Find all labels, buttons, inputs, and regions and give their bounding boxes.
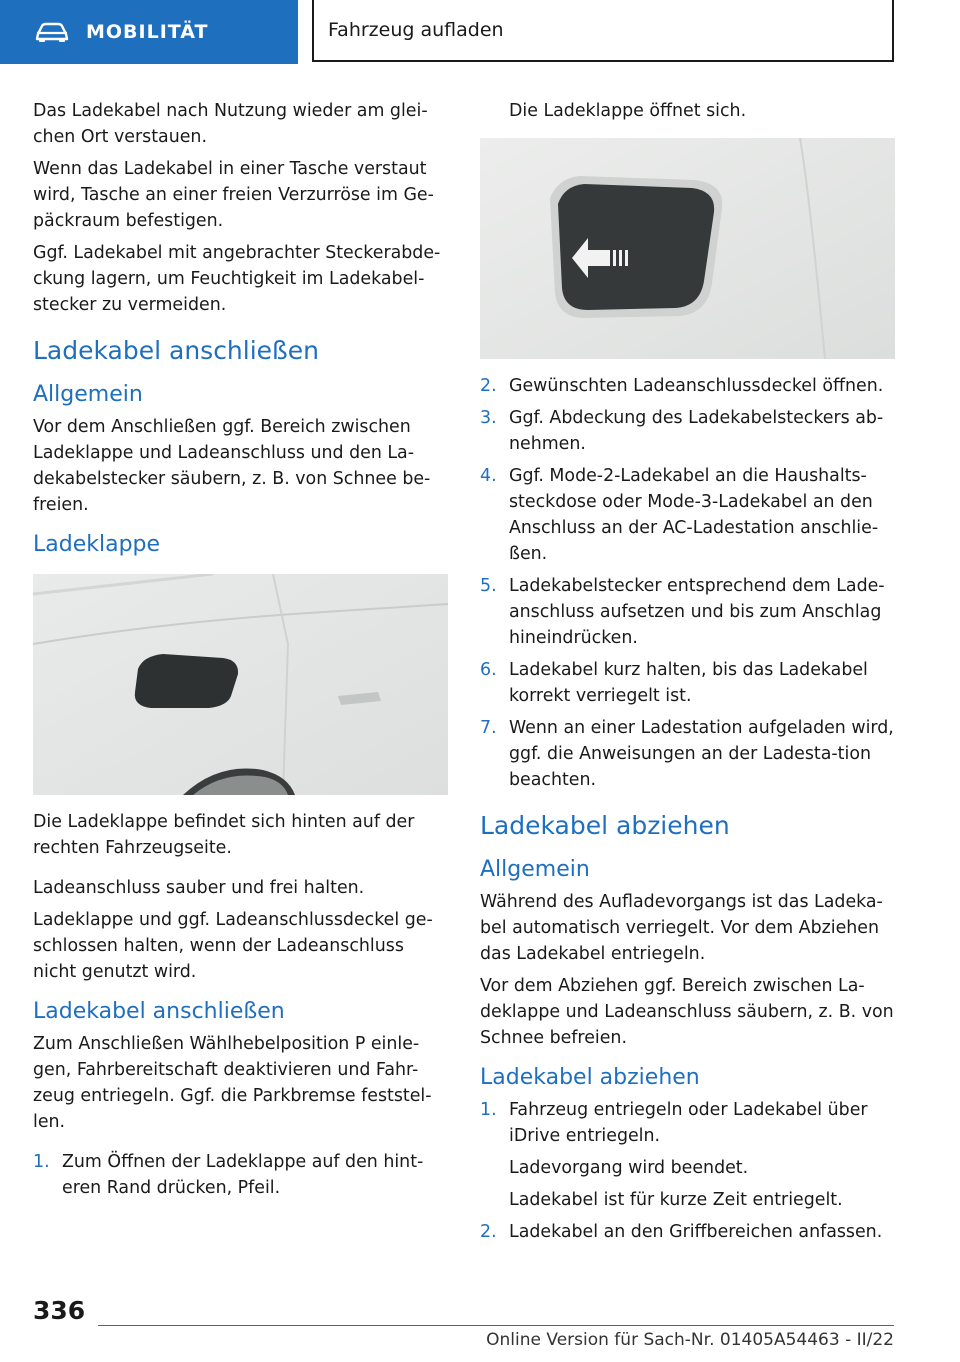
step-result: Ladevorgang wird beendet. <box>509 1158 749 1178</box>
step-list <box>480 1097 896 1245</box>
footer-divider <box>98 1325 894 1326</box>
step-text: Ggf. Abdeckung des Ladekabelsteckers ab-nehmen. <box>509 408 884 454</box>
paragraph: Die Ladeklappe öffnet sich. <box>509 101 747 121</box>
step-text: Ladekabel kurz halten, bis das Ladekabel korrekt verriegelt ist. <box>509 660 868 706</box>
flap-push-illustration <box>480 138 895 359</box>
step-text: Ladekabelstecker entsprechend dem Lade-anschluss aufsetzen und bis zum Anschlag hineindrücken. <box>509 576 885 648</box>
section-tab <box>0 0 298 64</box>
step-result: Ladekabel ist für kurze Zeit entriegelt. <box>509 1190 843 1210</box>
step-number: 3. <box>480 408 497 428</box>
step-number: 2. <box>480 376 497 396</box>
list-item <box>480 573 896 651</box>
subsection-heading: Allgemein <box>33 382 143 407</box>
section-label: MOBILITÄT <box>86 21 209 43</box>
paragraph: Zum Anschließen Wählhebelposition P einle-gen, Fahrbereitschaft deaktivieren und Fahr-zeug entriegeln. Ggf. die Parkbremse feststel-len. <box>33 1034 432 1132</box>
step-text: Ggf. Mode-2-Ladekabel an die Haushalts-steckdose oder Mode-3-Ladekabel an den Anschluss an der AC-Ladestation anschlie-ßen. <box>509 466 879 564</box>
step-text: Gewünschten Ladeanschlussdeckel öffnen. <box>509 376 884 396</box>
right-column <box>480 98 896 1251</box>
paragraph: Ggf. Ladekabel mit angebrachter Steckerabde-ckung lagern, um Feuchtigkeit im Ladekabel-stecker zu vermeiden. <box>33 243 441 315</box>
paragraph: Während des Aufladevorgangs ist das Ladeka-bel automatisch verriegelt. Vor dem Abziehen das Ladekabel entriegeln. <box>480 892 883 964</box>
list-item <box>480 405 896 457</box>
subsection-heading: Ladekabel abziehen <box>480 1065 700 1090</box>
step-list <box>33 1149 449 1201</box>
step-number: 4. <box>480 466 497 486</box>
step-text: Wenn an einer Ladestation aufgeladen wird, ggf. die Anweisungen an der Ladesta-tion beachten. <box>509 718 894 790</box>
paragraph: Ladeklappe und ggf. Ladeanschlussdeckel ge-schlossen halten, wenn der Ladeanschluss nicht genutzt wird. <box>33 910 433 982</box>
flap-open-figure <box>480 138 895 359</box>
step-number: 5. <box>480 576 497 596</box>
list-item <box>480 657 896 709</box>
step-number: 7. <box>480 718 497 738</box>
step-number: 1. <box>33 1152 50 1172</box>
figure-caption: Die Ladeklappe befindet sich hinten auf der rechten Fahrzeugseite. <box>33 812 415 858</box>
list-item <box>480 463 896 567</box>
list-item <box>480 715 896 793</box>
left-column <box>33 98 449 1207</box>
chapter-title: Fahrzeug aufladen <box>328 19 504 41</box>
subsection-heading: Ladekabel anschließen <box>33 999 285 1024</box>
footer-online-version: Online Version für Sach-Nr. 01405A54463 - II/22 <box>486 1330 894 1350</box>
step-text: Fahrzeug entriegeln oder Ladekabel über iDrive entriegeln. <box>509 1100 868 1146</box>
paragraph: Ladeanschluss sauber und frei halten. <box>33 878 365 898</box>
list-item <box>480 1219 896 1245</box>
paragraph: Wenn das Ladekabel in einer Tasche verstaut wird, Tasche an einer freien Verzurröse im Ge-päckraum befestigen. <box>33 159 434 231</box>
paragraph: Vor dem Anschließen ggf. Bereich zwischen Ladeklappe und Ladeanschluss und den La-dekabelstecker säubern, z. B. von Schnee be-freien. <box>33 417 431 515</box>
paragraph: Vor dem Abziehen ggf. Bereich zwischen La-deklappe und Ladeanschluss säubern, z. B. von Schnee befreien. <box>480 976 894 1048</box>
subsection-heading: Ladeklappe <box>33 532 161 557</box>
section-heading: Ladekabel abziehen <box>480 811 730 840</box>
step-number: 1. <box>480 1100 497 1120</box>
step-text: Ladekabel an den Griffbereichen anfassen. <box>509 1222 883 1242</box>
step-number: 2. <box>480 1222 497 1242</box>
step-number: 6. <box>480 660 497 680</box>
step-list <box>480 373 896 793</box>
car-icon <box>34 20 70 44</box>
step-text: Zum Öffnen der Ladeklappe auf den hint-eren Rand drücken, Pfeil. <box>62 1152 424 1198</box>
charging-flap-figure <box>33 574 448 795</box>
list-item <box>480 1097 896 1213</box>
paragraph: Das Ladekabel nach Nutzung wieder am glei-chen Ort verstauen. <box>33 101 428 147</box>
page-number: 336 <box>33 1296 86 1325</box>
section-heading: Ladekabel anschließen <box>33 336 320 365</box>
car-side-illustration <box>33 574 448 795</box>
list-item <box>33 1149 449 1201</box>
subsection-heading: Allgemein <box>480 857 590 882</box>
chapter-header <box>312 0 894 62</box>
list-item <box>480 373 896 399</box>
